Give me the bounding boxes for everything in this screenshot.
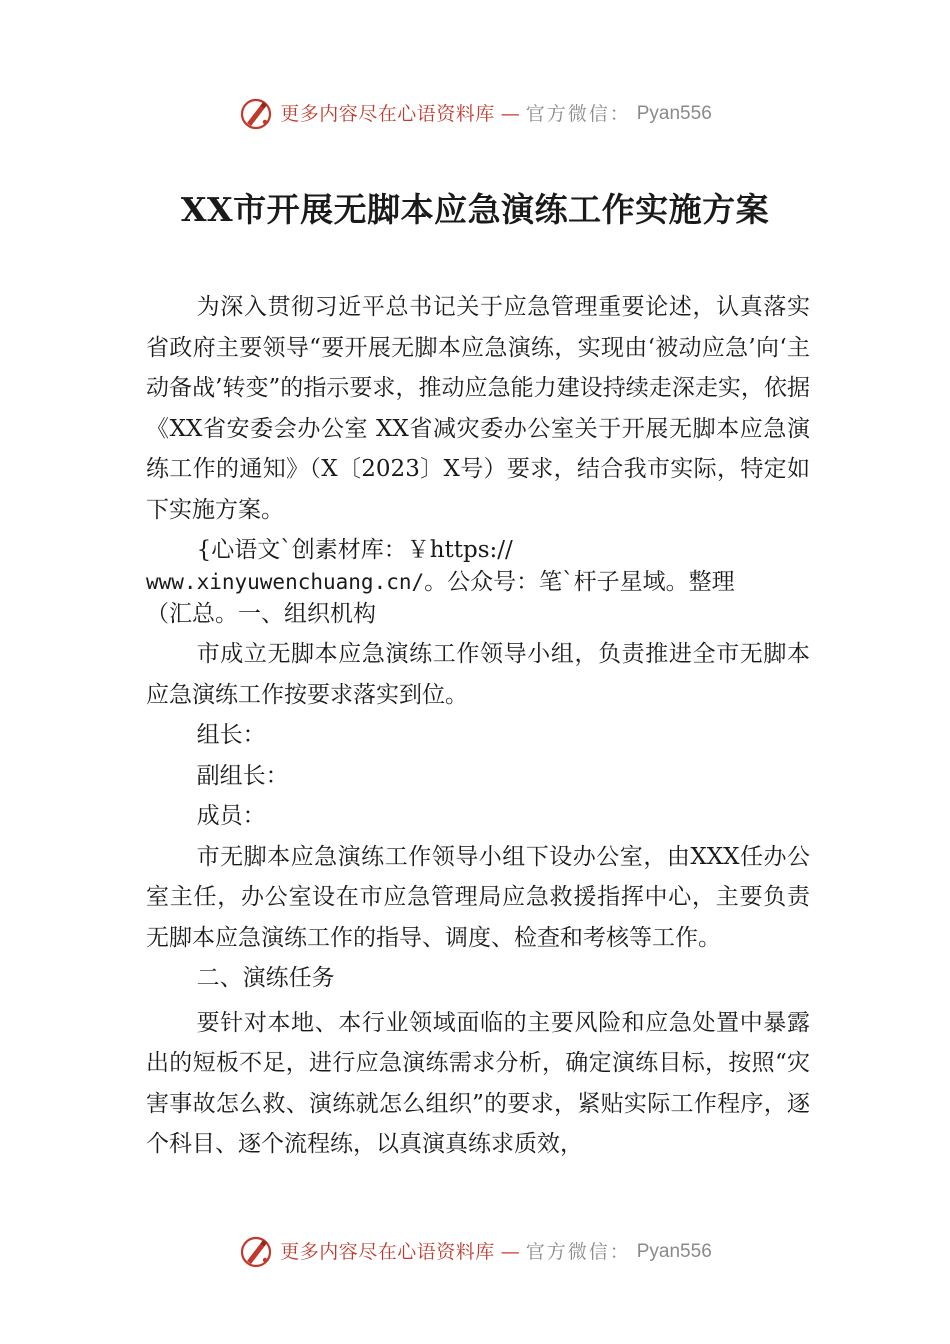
paragraph-deputy: 副组长：: [196, 762, 289, 789]
paragraph-org: 市成立无脚本应急演练工作领导小组，负责推进全市无脚本应急演练工作按要求落实到位。: [146, 641, 810, 708]
banner-wechat-label: 官方微信：: [525, 103, 631, 125]
footer-banner: [0, 1232, 950, 1272]
paragraph-leader: 组长：: [196, 722, 266, 748]
header-banner: [0, 94, 950, 134]
pen-logo-icon: [238, 1234, 274, 1270]
section-heading-tasks: 二、演练任务: [196, 965, 335, 991]
banner-wechat-label: 官方微信：: [525, 1241, 631, 1263]
paragraph-office: 市无脚本应急演练工作领导小组下设办公室，由XXX任办公室主任，办公室设在市应急管理局应急救援指挥中心，主要负责无脚本应急演练工作的指导、调度、检查和考核等工作。: [146, 843, 810, 951]
pen-logo-icon: [238, 96, 274, 132]
paragraph-tasks: 要针对本地、本行业领域面临的主要风险和应急处置中暴露出的短板不足，进行应急演练需求分析，确定演练目标，按照“灾害事故怎么救、演练就怎么组织”的要求，紧贴实际工作程序，逐个科目、逐个流程练，以真演真练求质效，: [146, 1009, 810, 1157]
paragraph-intro: 为深入贯彻习近平总书记关于应急管理重要论述，认真落实省政府主要领导“要开展无脚本应急演练，实现由‘被动应急’向‘主动备战’转变”的指示要求，推动应急能力建设持续走深走实，依据《XX省安委会办公室 XX省减灾委办公室关于开展无脚本应急演练工作的通知》（X〔2023〕X号）要求，结合我市实际，特定如下实施方案。: [146, 294, 810, 523]
banner-dash: —: [500, 103, 520, 125]
note-line-3: （汇总。一、组织机构: [146, 601, 376, 627]
note-line-2: 。公众号：笔`杆子星域。整理: [424, 569, 735, 595]
paragraph-members: 成员：: [196, 803, 266, 829]
note-url: www.xinyuwenchuang.cn/: [146, 570, 425, 594]
banner-brand: 更多内容尽在心语资料库: [280, 103, 495, 125]
note-line-1: {心语文`创素材库：￥https://: [196, 537, 513, 563]
banner-wechat-id: Pyan556: [636, 103, 712, 124]
document-body: [146, 287, 810, 1165]
banner-wechat-id: Pyan556: [636, 1241, 712, 1262]
banner-brand: 更多内容尽在心语资料库: [280, 1241, 495, 1263]
document-title: XX市开展无脚本应急演练工作实施方案: [180, 190, 770, 229]
inserted-note: [146, 534, 826, 630]
banner-dash: —: [500, 1241, 520, 1263]
